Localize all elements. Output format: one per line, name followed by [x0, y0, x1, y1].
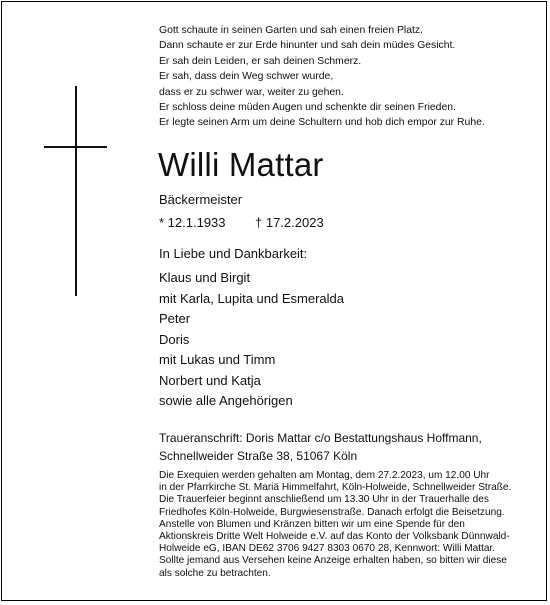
- mourner-entry: Doris: [159, 331, 190, 347]
- funeral-details: [159, 470, 539, 580]
- dedication-line: In Liebe und Dankbarkeit:: [159, 246, 308, 261]
- details-line: Die Exequien werden gehalten am Montag, dem 27.2.2023, um 12.00 Uhr: [159, 470, 490, 481]
- details-line: Aktionskreis Dritte Welt Holweide e.V. auf das Konto der Volksbank Dünnwald-: [159, 531, 510, 543]
- poem-line: Er schloss deine müden Augen und schenkte dir seinen Frieden.: [159, 102, 456, 114]
- details-line: als solche zu betrachten.: [159, 567, 271, 579]
- cross-icon-vertical-bar: [75, 86, 77, 296]
- death-date: † 17.2.2023: [255, 215, 324, 230]
- details-line: Die Trauerfeier beginnt anschließend um 13.30 Uhr in der Trauerhalle des: [159, 494, 489, 506]
- poem-line: Er legte seinen Arm um deine Schultern und hob dich empor zur Ruhe.: [159, 117, 485, 129]
- mourner-entry: Peter: [159, 311, 191, 326]
- poem-line: dass er zu schwer war, weiter zu gehen.: [159, 86, 344, 98]
- mourner-entry: sowie alle Angehörigen: [159, 393, 293, 408]
- memorial-poem: [159, 23, 539, 131]
- details-line: Holweide eG, IBAN DE62 3706 9427 8303 0670 28, Kennwort: Willi Mattar.: [159, 543, 496, 555]
- birth-date: * 12.1.1933: [159, 215, 226, 230]
- mourner-entry: Klaus und Birgit: [159, 270, 251, 285]
- address-line: Traueranschrift: Doris Mattar c/o Bestattungshaus Hoffmann,: [159, 431, 482, 445]
- details-line: in der Pfarrkirche St. Mariä Himmelfahrt, Köln-Holweide, Schnellweider Straße.: [159, 482, 512, 494]
- details-line: Friedhofes Köln-Holweide, Burgwiesenstraße. Danach erfolgt die Beisetzung.: [159, 506, 505, 518]
- mourning-address: [159, 430, 482, 465]
- poem-line: Dann schaute er zur Erde hinunter und sah dein müdes Gesicht.: [159, 40, 456, 52]
- poem-line: Gott schaute in seinen Garten und sah einen freien Platz.: [159, 25, 423, 36]
- mourner-entry: mit Lukas und Timm: [159, 352, 276, 367]
- obituary-notice: [1, 1, 547, 601]
- deceased-profession: Bäckermeister: [159, 192, 243, 207]
- mourners-list: [159, 268, 344, 412]
- poem-line: Er sah, dass dein Weg schwer wurde,: [159, 71, 334, 83]
- details-line: Anstelle von Blumen und Kränzen bitten wir um eine Spende für den: [159, 518, 465, 530]
- deceased-name: Willi Mattar: [158, 146, 324, 183]
- address-line: Schnellweider Straße 38, 51067 Köln: [159, 448, 358, 463]
- cross-icon-horizontal-bar: [44, 146, 107, 148]
- mourner-entry: mit Karla, Lupita und Esmeralda: [159, 290, 344, 306]
- poem-line: Er sah dein Leiden, er sah deinen Schmerz.: [159, 55, 362, 67]
- details-line: Sollte jemand aus Versehen keine Anzeige erhalten haben, so bitten wir diese: [159, 555, 507, 567]
- mourner-entry: Norbert und Katja: [159, 372, 261, 388]
